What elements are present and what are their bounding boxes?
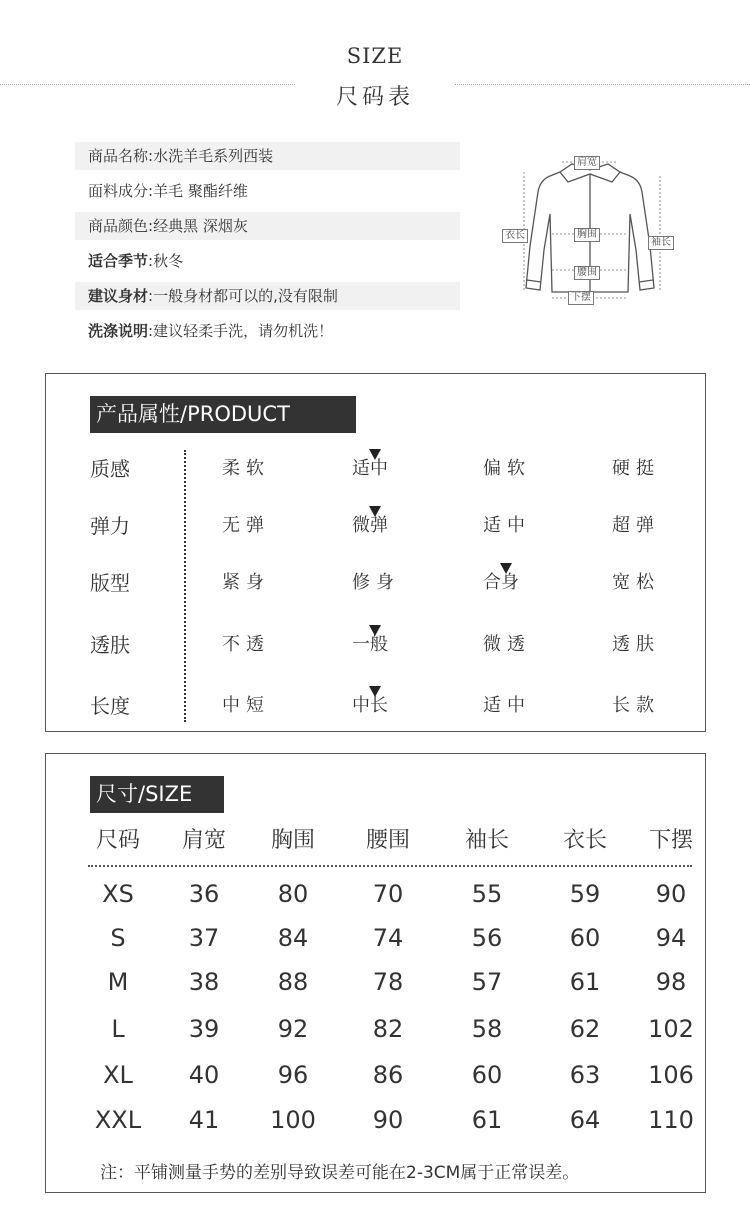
info-separator: : xyxy=(148,287,154,305)
attribute-label: 长度 xyxy=(90,694,130,718)
attribute-option-selected: 合身 xyxy=(483,572,519,593)
info-label: 面料成分 xyxy=(88,182,149,200)
page-title-en: SIZE xyxy=(346,44,404,68)
attribute-option: 长款 xyxy=(612,695,660,716)
size-table-cell: 98 xyxy=(655,968,687,996)
attribute-option-selected: 中长 xyxy=(352,695,388,716)
size-table-cell: 37 xyxy=(188,924,220,952)
size-table-header: 腰围 xyxy=(365,828,410,853)
size-table-cell: 100 xyxy=(270,1106,316,1134)
info-separator: : xyxy=(148,252,154,270)
size-table-cell: 62 xyxy=(569,1015,601,1043)
size-table-size-cell: S xyxy=(110,924,126,952)
info-row xyxy=(75,142,460,170)
size-table-header: 尺码 xyxy=(95,828,140,853)
selected-marker-icon xyxy=(369,686,381,697)
info-label: 建议身材 xyxy=(88,287,149,305)
attribute-label: 弹力 xyxy=(90,514,130,538)
attribute-option-selected: 微弹 xyxy=(352,515,388,536)
info-label: 商品名称 xyxy=(88,147,149,165)
attribute-option: 适中 xyxy=(483,515,531,536)
attribute-option-selected: 适中 xyxy=(352,458,388,479)
size-table-header: 下摆 xyxy=(648,828,693,853)
attribute-label: 透肤 xyxy=(90,633,130,657)
page-title-cn: 尺码表 xyxy=(335,85,414,110)
size-table-cell: 70 xyxy=(372,880,404,908)
size-table-cell: 90 xyxy=(655,880,687,908)
info-value: 羊毛 聚酯纤维 xyxy=(153,182,248,200)
size-table-header: 衣长 xyxy=(562,828,607,853)
info-value: 经典黑 深烟灰 xyxy=(153,217,248,235)
size-table-cell: 59 xyxy=(569,880,601,908)
size-table-cell: 58 xyxy=(471,1015,503,1043)
attribute-option: 紧身 xyxy=(222,572,270,593)
attributes-divider xyxy=(184,450,186,722)
size-table-cell: 92 xyxy=(277,1015,309,1043)
size-table-header-divider xyxy=(88,865,692,867)
size-table-cell: 96 xyxy=(277,1061,309,1089)
size-table-cell: 86 xyxy=(372,1061,404,1089)
size-table-cell: 61 xyxy=(569,968,601,996)
size-table-cell: 60 xyxy=(471,1061,503,1089)
attribute-option: 偏软 xyxy=(483,458,531,479)
attribute-option: 柔软 xyxy=(222,458,270,479)
info-row xyxy=(75,317,460,345)
size-table-cell: 41 xyxy=(188,1106,220,1134)
attribute-option: 宽松 xyxy=(612,572,660,593)
info-value: 建议轻柔手洗，请勿机洗！ xyxy=(153,322,334,340)
size-table-cell: 90 xyxy=(372,1106,404,1134)
attribute-option: 硬挺 xyxy=(612,458,660,479)
attribute-option: 修身 xyxy=(352,572,400,593)
size-table-cell: 102 xyxy=(648,1015,694,1043)
size-table-header: 袖长 xyxy=(464,828,509,853)
selected-marker-icon xyxy=(369,625,381,636)
info-label: 适合季节 xyxy=(88,252,149,270)
attribute-option: 超弹 xyxy=(612,515,660,536)
attribute-option: 中短 xyxy=(222,695,270,716)
size-table-cell: 82 xyxy=(372,1015,404,1043)
info-label: 洗涤说明 xyxy=(88,322,149,340)
size-table-cell: 88 xyxy=(277,968,309,996)
size-table-cell: 38 xyxy=(188,968,220,996)
diagram-label-chest: 胸围 xyxy=(574,228,600,242)
size-table-cell: 40 xyxy=(188,1061,220,1089)
size-table-cell: 110 xyxy=(648,1106,694,1134)
diagram-label-waist: 腰围 xyxy=(574,266,600,280)
size-table-cell: 55 xyxy=(471,880,503,908)
diagram-label-hem: 下摆 xyxy=(568,291,594,305)
attribute-label: 版型 xyxy=(90,571,130,595)
size-table-header: 肩宽 xyxy=(181,828,226,853)
size-table-cell: 60 xyxy=(569,924,601,952)
size-table-cell: 80 xyxy=(277,880,309,908)
info-separator: : xyxy=(148,322,154,340)
info-separator: : xyxy=(148,147,154,165)
size-table-cell: 84 xyxy=(277,924,309,952)
info-value: 一般身材都可以的,没有限制 xyxy=(153,287,338,305)
attribute-option: 无弹 xyxy=(222,515,270,536)
info-value: 水洗羊毛系列西装 xyxy=(153,147,274,165)
diagram-label-shoulder: 肩宽 xyxy=(574,156,600,170)
garment-measure-diagram xyxy=(500,150,680,310)
attribute-option-selected: 一般 xyxy=(352,634,388,655)
selected-marker-icon xyxy=(369,506,381,517)
diagram-label-sleeve: 袖长 xyxy=(648,236,674,250)
size-table-cell: 63 xyxy=(569,1061,601,1089)
info-row xyxy=(75,177,460,205)
size-table-size-cell: XL xyxy=(103,1061,133,1089)
selected-marker-icon xyxy=(500,563,512,574)
info-row xyxy=(75,212,460,240)
size-table-cell: 39 xyxy=(188,1015,220,1043)
size-table-size-cell: XXL xyxy=(94,1106,142,1134)
info-label: 商品颜色 xyxy=(88,217,149,235)
info-row xyxy=(75,247,460,275)
selected-marker-icon xyxy=(369,449,381,460)
size-table-title: 尺寸/SIZE xyxy=(90,776,224,813)
attribute-option: 微透 xyxy=(483,634,531,655)
size-table-size-cell: XS xyxy=(102,880,134,908)
info-separator: : xyxy=(148,182,154,200)
attribute-option: 适中 xyxy=(483,695,531,716)
size-table-cell: 78 xyxy=(372,968,404,996)
measurement-note: 注：平铺测量手势的差别导致误差可能在2-3CM属于正常误差。 xyxy=(100,1163,580,1183)
size-table-cell: 56 xyxy=(471,924,503,952)
attribute-option: 不透 xyxy=(222,634,270,655)
size-table-cell: 106 xyxy=(648,1061,694,1089)
diagram-label-length: 衣长 xyxy=(502,229,528,243)
size-table-cell: 64 xyxy=(569,1106,601,1134)
size-table-cell: 61 xyxy=(471,1106,503,1134)
size-table-size-cell: M xyxy=(107,968,129,996)
size-table-cell: 94 xyxy=(655,924,687,952)
info-separator: : xyxy=(148,217,154,235)
size-table-size-cell: L xyxy=(111,1015,125,1043)
attribute-option: 透肤 xyxy=(612,634,660,655)
size-table-cell: 74 xyxy=(372,924,404,952)
info-value: 秋冬 xyxy=(153,252,184,270)
info-row xyxy=(75,282,460,310)
size-table-header: 胸围 xyxy=(270,828,315,853)
product-attributes-title: 产品属性/PRODUCT xyxy=(90,396,356,433)
size-table-cell: 36 xyxy=(188,880,220,908)
size-table-cell: 57 xyxy=(471,968,503,996)
attribute-label: 质感 xyxy=(90,457,130,481)
